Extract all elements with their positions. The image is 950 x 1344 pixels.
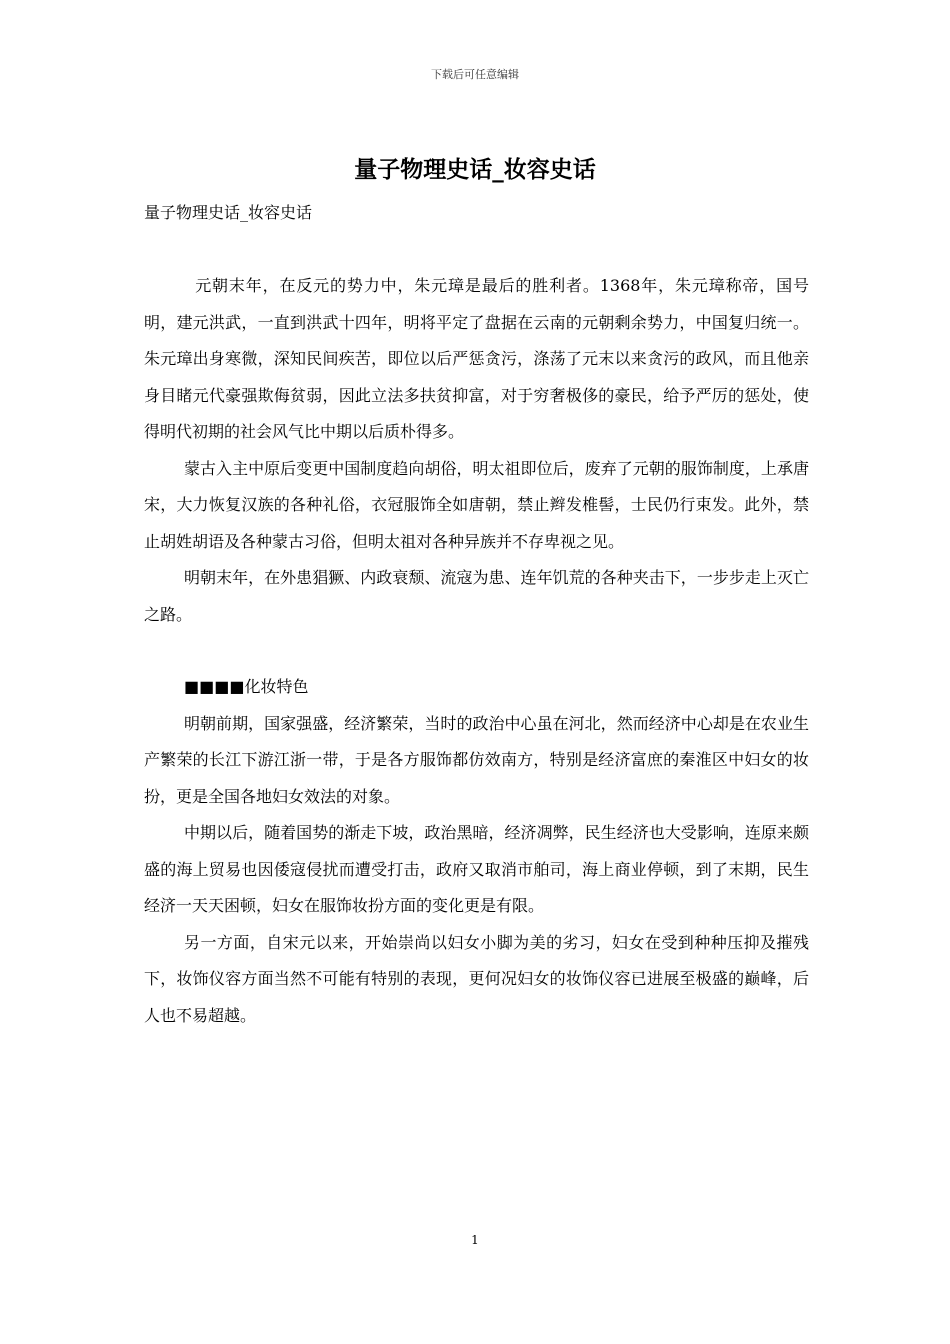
body-paragraph: 元朝末年，在反元的势力中，朱元璋是最后的胜利者。1368年，朱元璋称帝，国号明，建元洪武，一直到洪武十四年，明将平定了盘据在云南的元朝剩余势力，中国复归统一。 朱元璋出身寒微，深知民间疾苦，即位以后严惩贪污，涤荡了元末以来贪污的政风，而且他亲身目睹元代豪强欺侮贫弱，因此立法多扶贫抑富，对于穷奢极侈的豪民，给予严厉的惩处，使得明代初期的社会风气比中期以后质朴得多。 (144, 276, 809, 441)
document-body (144, 268, 809, 1034)
body-paragraph: 另一方面，自宋元以来，开始崇尚以妇女小脚为美的劣习，妇女在受到种种压抑及摧残下，妆饰仪容方面当然不可能有特别的表现，更何况妇女的妆饰仪容已进展至极盛的巅峰，后人也不易超越。 (144, 932, 809, 1025)
body-paragraph: 中期以后，随着国势的渐走下坡，政治黑暗，经济凋弊，民生经济也大受影响，连原来颇盛的海上贸易也因倭寇侵扰而遭受打击，政府又取消市舶司，海上商业停顿，到了末期，民生经济一天天困顿，妇女在服饰妆扮方面的变化更是有限。 (144, 823, 809, 915)
section-heading: ■■■■化妆特色 (184, 677, 309, 696)
page-number: 1 (471, 1233, 479, 1247)
body-paragraph: 明朝前期，国家强盛，经济繁荣，当时的政治中心虽在河北，然而经济中心却是在农业生产繁荣的长江下游江浙一带，于是各方服饰都仿效南方，特别是经济富庶的秦淮区中妇女的妆扮，更是全国各地妇女效法的对象。 (144, 713, 809, 806)
body-paragraph: 蒙古入主中原后变更中国制度趋向胡俗，明太祖即位后，废弃了元朝的服饰制度，上承唐宋，大力恢复汉族的各种礼俗，衣冠服饰全如唐朝，禁止辫发椎髻，士民仍行束发。此外，禁止胡姓胡语及各种蒙古习俗，但明太祖对各种异族并不存卑视之见。 (144, 458, 809, 551)
document-title: 量子物理史话_妆容史话 (354, 156, 596, 183)
page-header-note: 下载后可任意编辑 (431, 68, 519, 81)
body-paragraph: 明朝末年，在外患猖獗、内政衰颓、流寇为患、连年饥荒的各种夹击下，一步步走上灭亡之路。 (144, 568, 809, 624)
document-subtitle: 量子物理史话_妆容史话 (144, 203, 313, 222)
